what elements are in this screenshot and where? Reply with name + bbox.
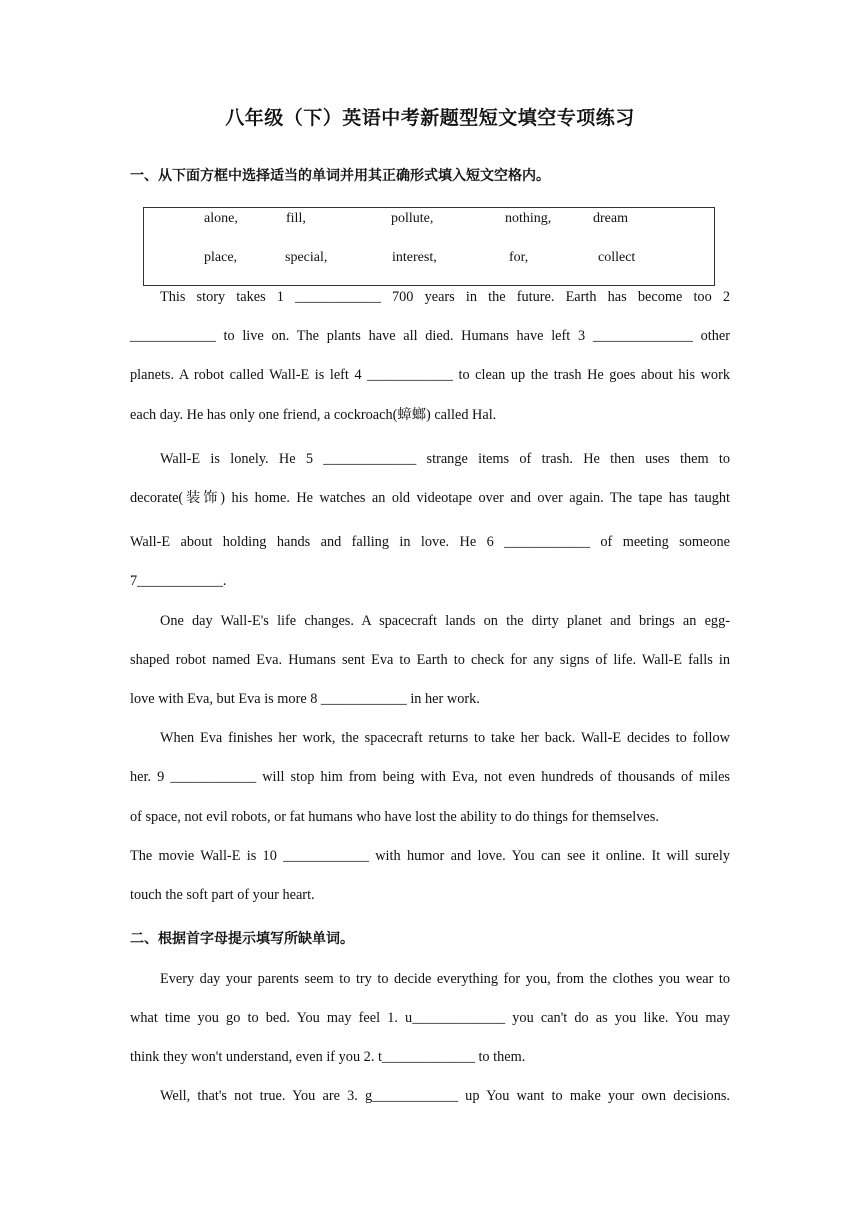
passage-line: When Eva finishes her work, the spacecraft returns to take her back. Wall-E decides to follow <box>160 730 730 746</box>
passage-line: love with Eva, but Eva is more 8 ____________ in her work. <box>130 691 480 707</box>
section-1-heading: 一、从下面方框中选择适当的单词并用其正确形式填入短文空格内。 <box>130 168 550 184</box>
passage-line: Wall-E is lonely. He 5 _____________ strange items of trash. He then uses them to <box>160 451 730 467</box>
passage-line: Every day your parents seem to try to decide everything for you, from the clothes you wear to <box>160 971 730 987</box>
word-bank-item: dream <box>593 211 628 226</box>
passage-line: 7____________. <box>130 573 227 589</box>
passage-line: her. 9 ____________ will stop him from being with Eva, not even hundreds of thousands of miles <box>130 769 730 785</box>
passage-line: decorate(装饰) his home. He watches an old videotape over and over again. The tape has taught <box>130 490 730 506</box>
passage-line: Well, that's not true. You are 3. g____________ up You want to make your own decisions. <box>160 1088 730 1104</box>
passage-line: ____________ to live on. The plants have all died. Humans have left 3 ______________ other <box>130 328 730 344</box>
passage-line: shaped robot named Eva. Humans sent Eva to Earth to check for any signs of life. Wall-E falls in <box>130 652 730 668</box>
word-bank-item: interest, <box>392 250 437 265</box>
word-bank-item: collect <box>598 250 636 265</box>
document-title: 八年级（下）英语中考新题型短文填空专项练习 <box>225 107 635 129</box>
passage-line: planets. A robot called Wall-E is left 4 ____________ to clean up the trash He goes about his work <box>130 367 730 383</box>
passage-line: each day. He has only one friend, a cockroach(蟑螂) called Hal. <box>130 407 497 423</box>
word-bank-item: pollute, <box>391 211 434 226</box>
passage-line: This story takes 1 ____________ 700 years in the future. Earth has become too 2 <box>160 289 730 305</box>
word-bank-item: place, <box>204 250 238 265</box>
passage-line: The movie Wall-E is 10 ____________ with humor and love. You can see it online. It will surely <box>130 848 730 864</box>
passage-line: One day Wall-E's life changes. A spacecraft lands on the dirty planet and brings an egg- <box>160 613 730 629</box>
word-bank-box <box>143 207 715 286</box>
word-bank-item: nothing, <box>505 211 552 226</box>
passage-line: touch the soft part of your heart. <box>130 887 315 903</box>
passage-line: think they won't understand, even if you 2. t_____________ to them. <box>130 1049 526 1065</box>
word-bank-item: alone, <box>204 211 238 226</box>
passage-line: of space, not evil robots, or fat humans who have lost the ability to do things for themselves. <box>130 809 659 825</box>
word-bank-item: for, <box>509 250 529 265</box>
passage-line: Wall-E about holding hands and falling in love. He 6 ____________ of meeting someone <box>130 534 730 550</box>
word-bank-item: fill, <box>286 211 306 226</box>
word-bank-item: special, <box>285 250 328 265</box>
passage-line: what time you go to bed. You may feel 1. u_____________ you can't do as you like. You may <box>130 1010 730 1026</box>
section-2-heading: 二、根据首字母提示填写所缺单词。 <box>130 931 354 947</box>
